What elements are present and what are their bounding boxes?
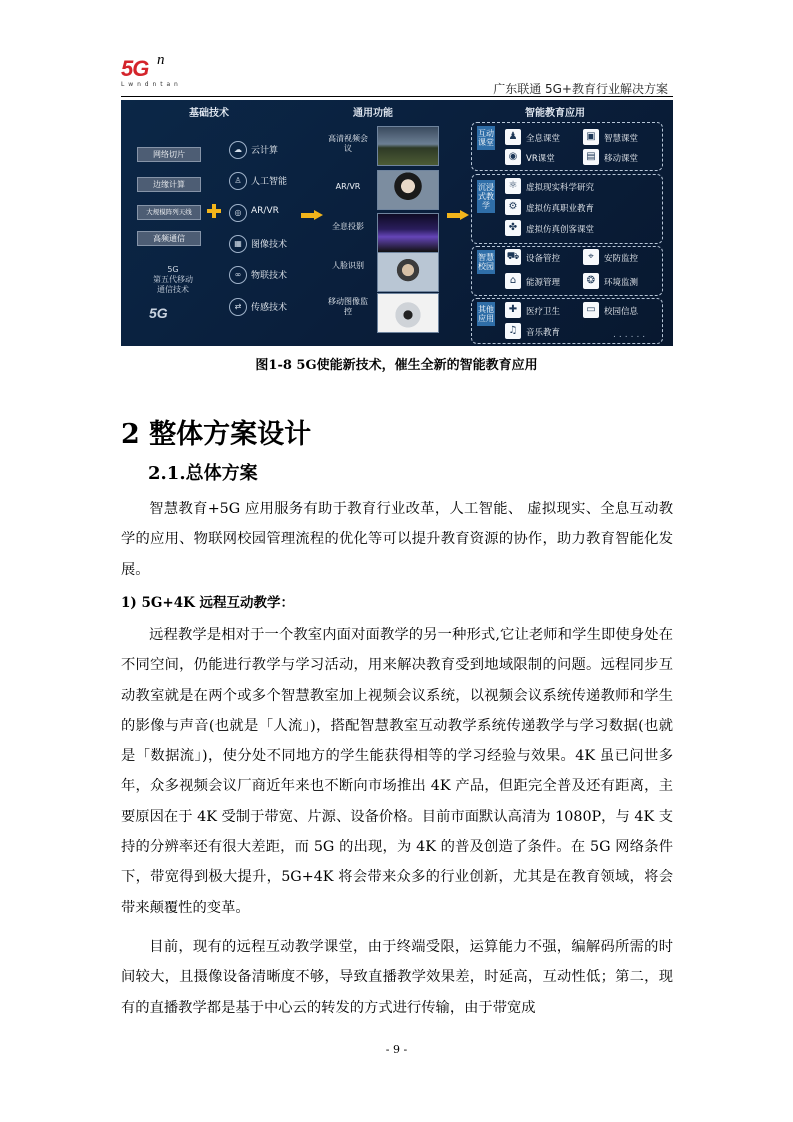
app-tag-campus: 智慧校园 (477, 250, 495, 274)
hologram-photo (377, 213, 439, 253)
app-label: 全息课堂 (526, 134, 561, 144)
env-icon: ❂ (583, 273, 599, 289)
tech-box: 网络切片 (137, 147, 201, 162)
app-label: 音乐教育 (526, 328, 561, 338)
puzzle-icon: ✤ (505, 220, 521, 236)
column-title-functions: 通用功能 (353, 108, 393, 119)
car-icon: ⛟ (505, 249, 521, 265)
link-icon: ∞ (229, 266, 247, 284)
card-icon: ▭ (583, 302, 599, 318)
plus-icon (207, 204, 221, 218)
app-label: 能源管理 (526, 278, 561, 288)
face-recognition-photo (377, 252, 439, 292)
app-tag-immersive: 沉浸式教学 (477, 180, 495, 213)
paragraph-text: 目前，现有的远程互动教学课堂，由于终端受限，运算能力不强，编解码所需的时间较大，且摄像设备清晰度不够，导致直播教学效果差，时延高，互动性低；第二，现有的直播教学都是基于中心云的转发的方式进行传输，由于带宽成 (121, 939, 673, 1016)
function-label: 全息投影 (332, 222, 364, 231)
column-title-base-tech: 基础技术 (189, 108, 229, 119)
video-conference-photo (377, 126, 439, 166)
cloud-icon: ☁ (229, 141, 247, 159)
medical-icon: ✚ (505, 302, 521, 318)
column-title-apps: 智能教育应用 (525, 108, 585, 119)
mobile-class-icon: ▤ (583, 149, 599, 165)
brand-logo (121, 52, 181, 92)
header-divider (121, 96, 673, 97)
robot-icon: ⚙ (505, 199, 521, 215)
function-label: AR/VR (335, 182, 361, 191)
g5-logo-mark: 5G (149, 305, 168, 321)
app-label: 医疗卫生 (526, 307, 561, 317)
base-tech-label: AR/VR (251, 206, 279, 216)
classroom-icon: ▣ (583, 129, 599, 145)
section-heading: 2 整体方案设计 (121, 419, 312, 450)
paragraph (121, 494, 673, 585)
tech-box: 高频通信 (137, 231, 201, 246)
app-label: VR课堂 (526, 154, 555, 164)
base-tech-label: 云计算 (251, 146, 279, 156)
person-icon: ♙ (229, 172, 247, 190)
app-label: 设备管控 (526, 254, 561, 264)
g5-caption: 5G 第五代移动 通信技术 (153, 265, 193, 294)
page-number: - 9 - (385, 1043, 408, 1056)
chart-icon: ▦ (229, 235, 247, 253)
energy-icon: ⌂ (505, 273, 521, 289)
arrow-right-icon (447, 210, 469, 220)
paragraph-text: 远程教学是相对于一个教室内面对面教学的另一种形式,它让老师和学生即使身处在不同空间，仍能进行教学与学习活动，用来解决教育受到地域限制的问题。远程同步互动教室就是在两个或多个智慧教室加上视频会议系统，以视频会议系统传递教师和学生的影像与声音(也就是「人流」)，搭配智慧教室互动教学系统传递教学与学习数据(也就是「数据流」)，使分处不同地方的学生能获得相等的学习经验与效果。4K 虽已问世多年，众多视频会议厂商近年来也不断向市场推出 4K 产品，但距完全普及还有距离，主要原因在于 4K 受制于带宽、片源、设备价格。目前市面默认高清为 1080P，与 4K 支持的分辨率还有很大差距，而 5G 的出现，为 4K 的普及创造了条件。在 5G 网络条件下，带宽得到极大提升，5G+4K 将会带来众多的行业创新，尤其是在教育领域，将会带来颠覆性的变革。 (121, 627, 673, 916)
app-label: 移动课堂 (604, 154, 639, 164)
vr-headset-photo (377, 170, 439, 210)
app-label: 安防监控 (604, 254, 639, 264)
list-heading: 1) 5G+4K 远程互动教学： (121, 595, 295, 611)
meditate-icon: ♟ (505, 129, 521, 145)
camera-icon: ⌖ (583, 249, 599, 265)
app-label: 智慧课堂 (604, 134, 639, 144)
app-label: 环境监测 (604, 278, 639, 288)
function-label: 人脸识别 (332, 261, 364, 270)
base-tech-label: 图像技术 (251, 240, 288, 250)
paragraph (121, 932, 673, 1023)
vr-class-icon: ◉ (505, 149, 521, 165)
header-title: 广东联通 5G+教育行业解决方案 (493, 82, 668, 96)
surveillance-camera-photo (377, 293, 439, 333)
base-tech-label: 物联技术 (251, 271, 288, 281)
more-dots: ...... (613, 330, 649, 340)
app-tag-other: 其他应用 (477, 302, 495, 326)
app-label: 虚拟现实科学研究 (526, 183, 595, 193)
arrow-right-icon (301, 210, 323, 220)
music-icon: ♫ (505, 323, 521, 339)
app-label: 虚拟仿真职业教育 (526, 204, 595, 214)
base-tech-label: 传感技术 (251, 303, 288, 313)
function-label: 高清视频会议 (328, 134, 368, 153)
science-icon: ⚛ (505, 178, 521, 194)
vr-icon: ◎ (229, 204, 247, 222)
tech-box: 大规模阵列天线 (137, 205, 201, 220)
paragraph-text: 智慧教育+5G 应用服务有助于教育行业改革，人工智能、 虚拟现实、全息互动教学的应用、物联网校园管理流程的优化等可以提升教育资源的协作，助力教育智能化发展。 (121, 501, 673, 578)
subsection-heading: 2.1.总体方案 (148, 463, 258, 484)
figure-caption: 图1-8 5G使能新技术，催生全新的智能教育应用 (255, 358, 538, 373)
function-label: 移动图像监控 (328, 297, 368, 316)
transfer-icon: ⇄ (229, 298, 247, 316)
paragraph (121, 620, 673, 923)
logo-5g-text: 5G (121, 56, 149, 81)
app-tag-interactive: 互动课堂 (477, 126, 495, 150)
base-tech-label: 人工智能 (251, 177, 288, 187)
figure-5g-education (121, 100, 673, 346)
logo-subtitle: L w n d n t a n (121, 81, 179, 88)
logo-superscript: n (157, 52, 165, 68)
app-label: 虚拟仿真创客课堂 (526, 225, 595, 235)
tech-box: 边缘计算 (137, 177, 201, 192)
app-label: 校园信息 (604, 307, 639, 317)
